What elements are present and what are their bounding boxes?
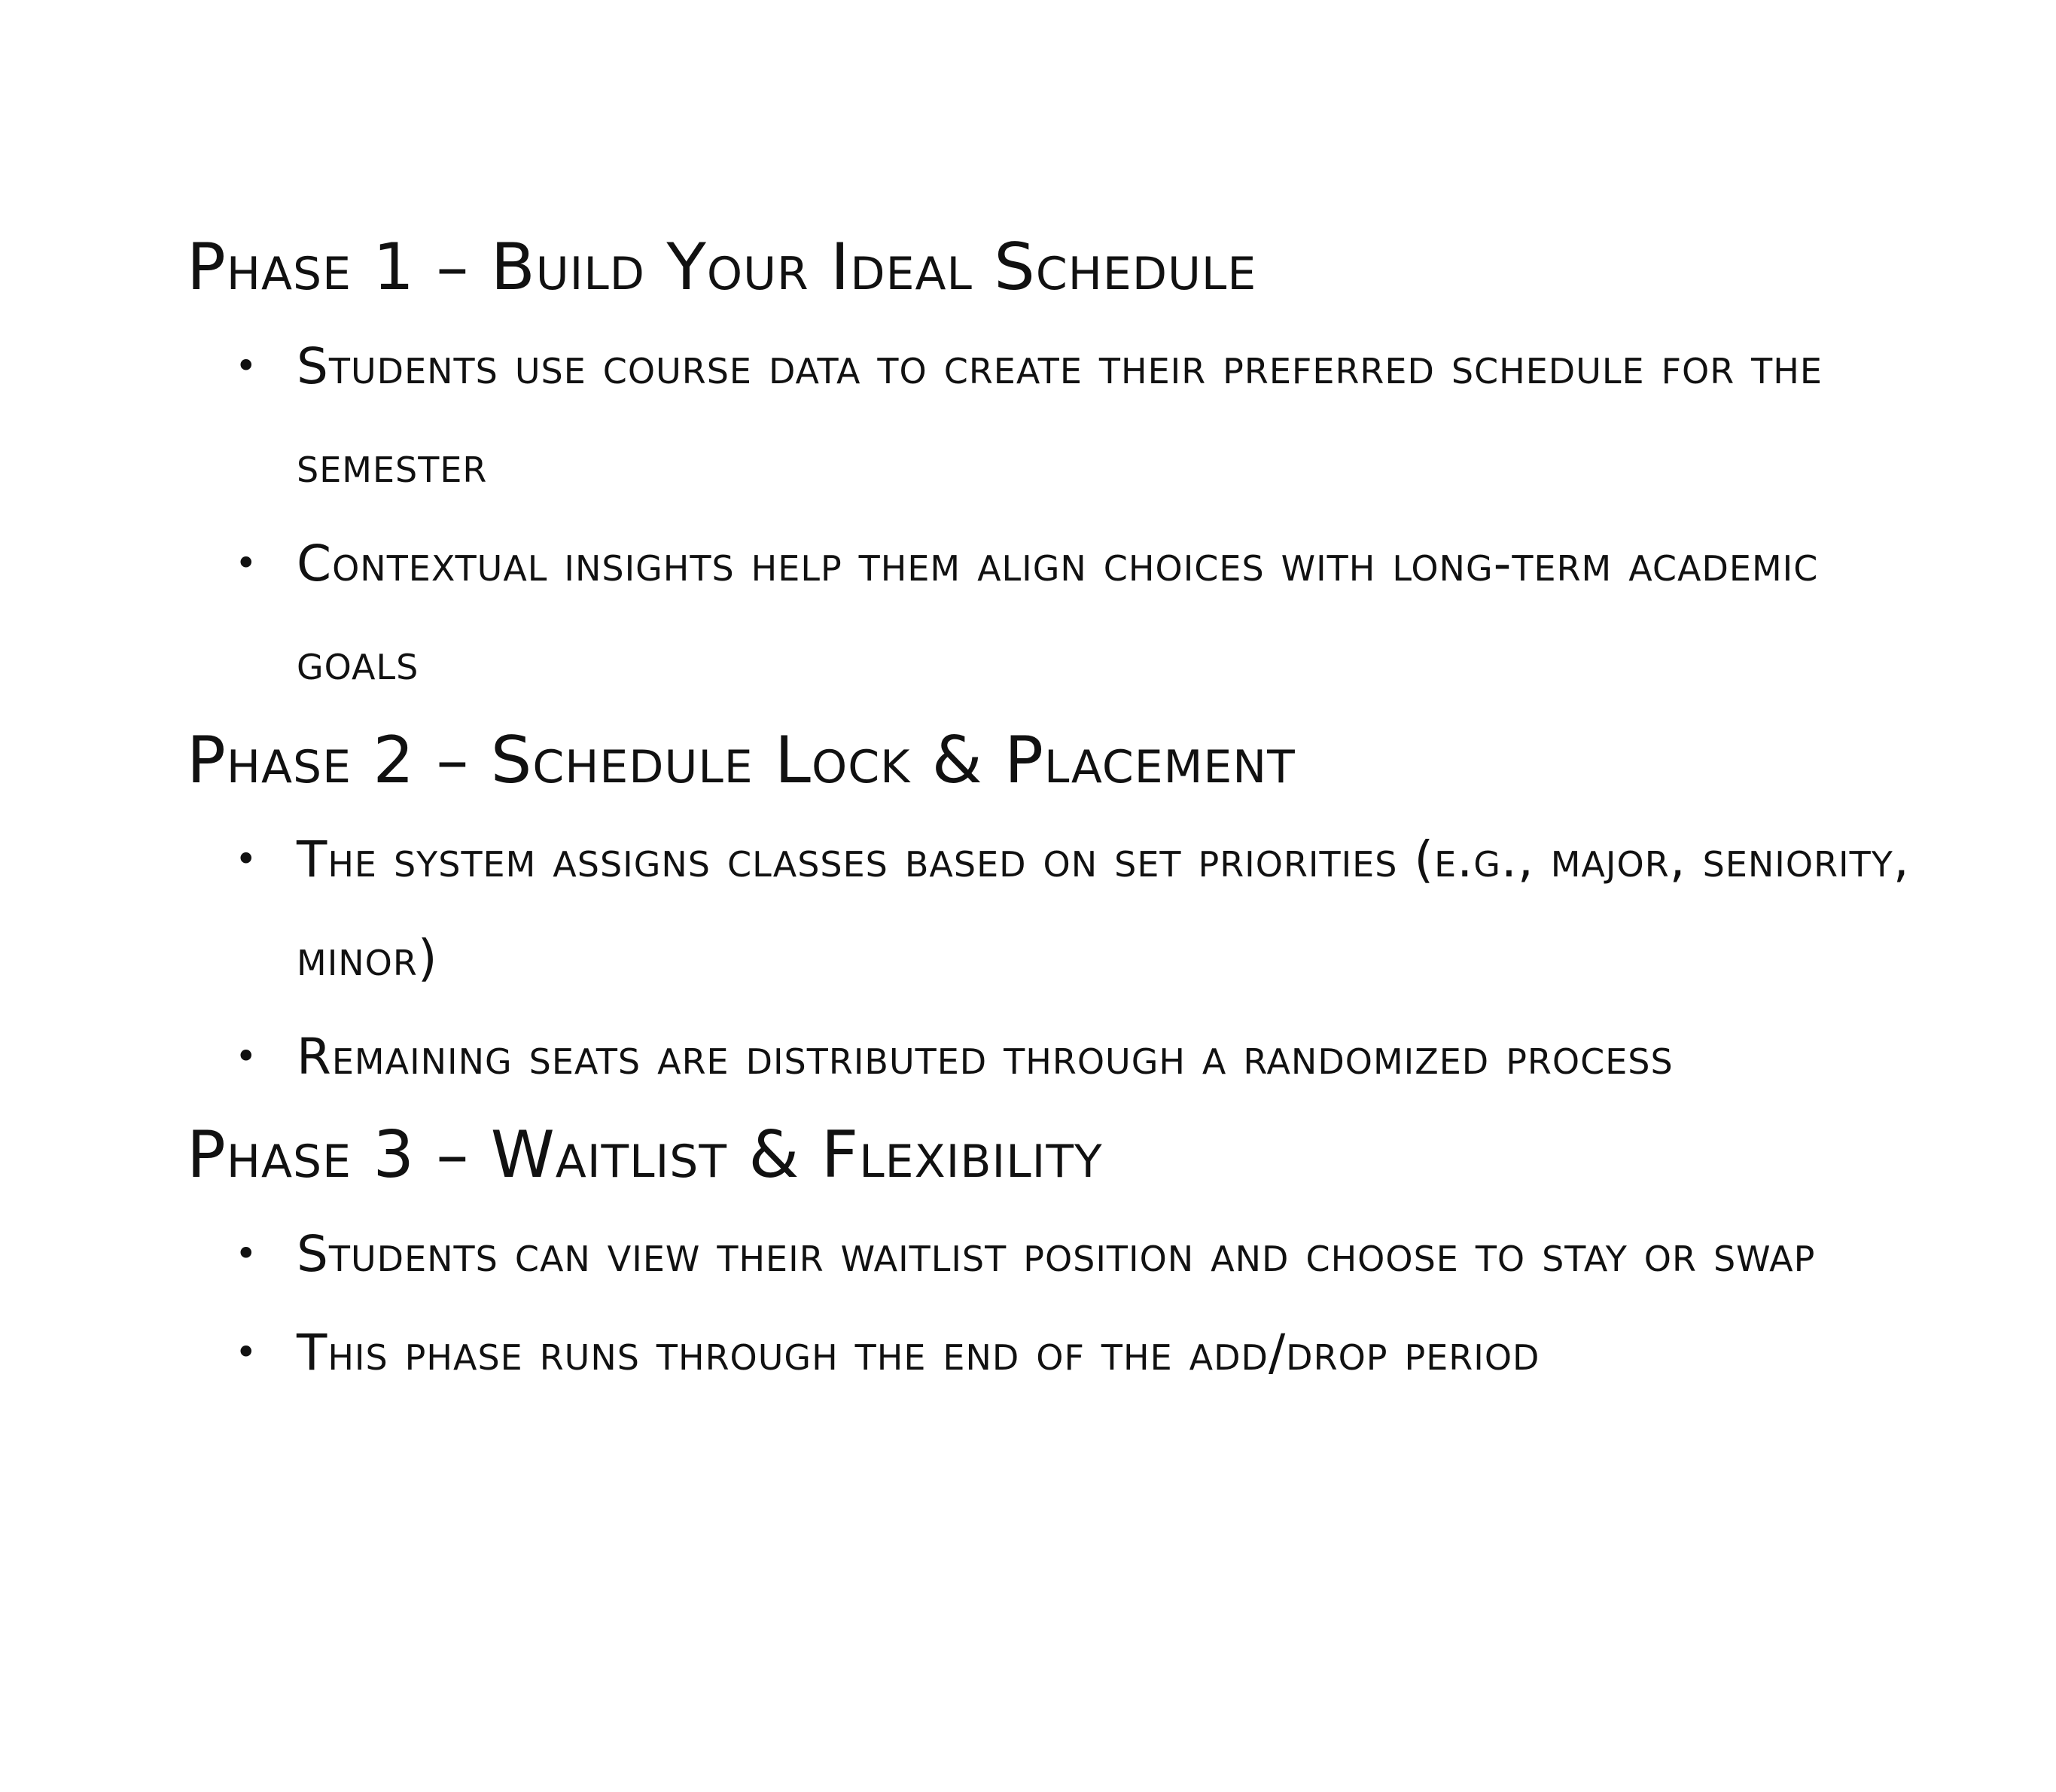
phase-section-2: [187, 712, 1918, 1106]
list-item: [187, 317, 1911, 514]
phase-heading: Phase 1 – Build Your Ideal Schedule: [187, 230, 1257, 305]
list-item-text: Contextual insights help them align choices with long-term academic goals: [297, 535, 1819, 691]
document-body: [187, 218, 1918, 1402]
phase-heading: Phase 3 – Waitlist & Flexibility: [187, 1117, 1103, 1193]
bullet-icon: •: [235, 541, 258, 585]
bullet-icon: •: [235, 837, 258, 881]
bullet-icon: •: [235, 1330, 258, 1374]
list-item: [187, 514, 1911, 712]
bullet-icon: •: [235, 1232, 258, 1275]
list-item-text: Remaining seats are distributed through a randomized process: [297, 1028, 1674, 1086]
bullet-list: [187, 1205, 1918, 1402]
list-item: [187, 1007, 1911, 1106]
phase-heading: Phase 2 – Schedule Lock & Placement: [187, 723, 1296, 798]
list-item-text: Students use course data to create their preferred schedule for the semester: [297, 337, 1823, 494]
list-item: [187, 1205, 1911, 1303]
phase-section-1: [187, 218, 1918, 712]
list-item: [187, 810, 1911, 1007]
bullet-list: [187, 317, 1918, 712]
phase-section-3: [187, 1106, 1918, 1402]
list-item-text: The system assigns classes based on set priorities (e.g., major, seniority, minor): [297, 830, 1910, 987]
bullet-icon: •: [235, 1035, 258, 1078]
list-item-text: Students can view their waitlist position and choose to stay or swap: [297, 1225, 1816, 1283]
list-item-text: This phase runs through the end of the add/drop period: [297, 1324, 1540, 1382]
list-item: [187, 1303, 1911, 1402]
bullet-icon: •: [235, 344, 258, 388]
bullet-list: [187, 810, 1918, 1106]
